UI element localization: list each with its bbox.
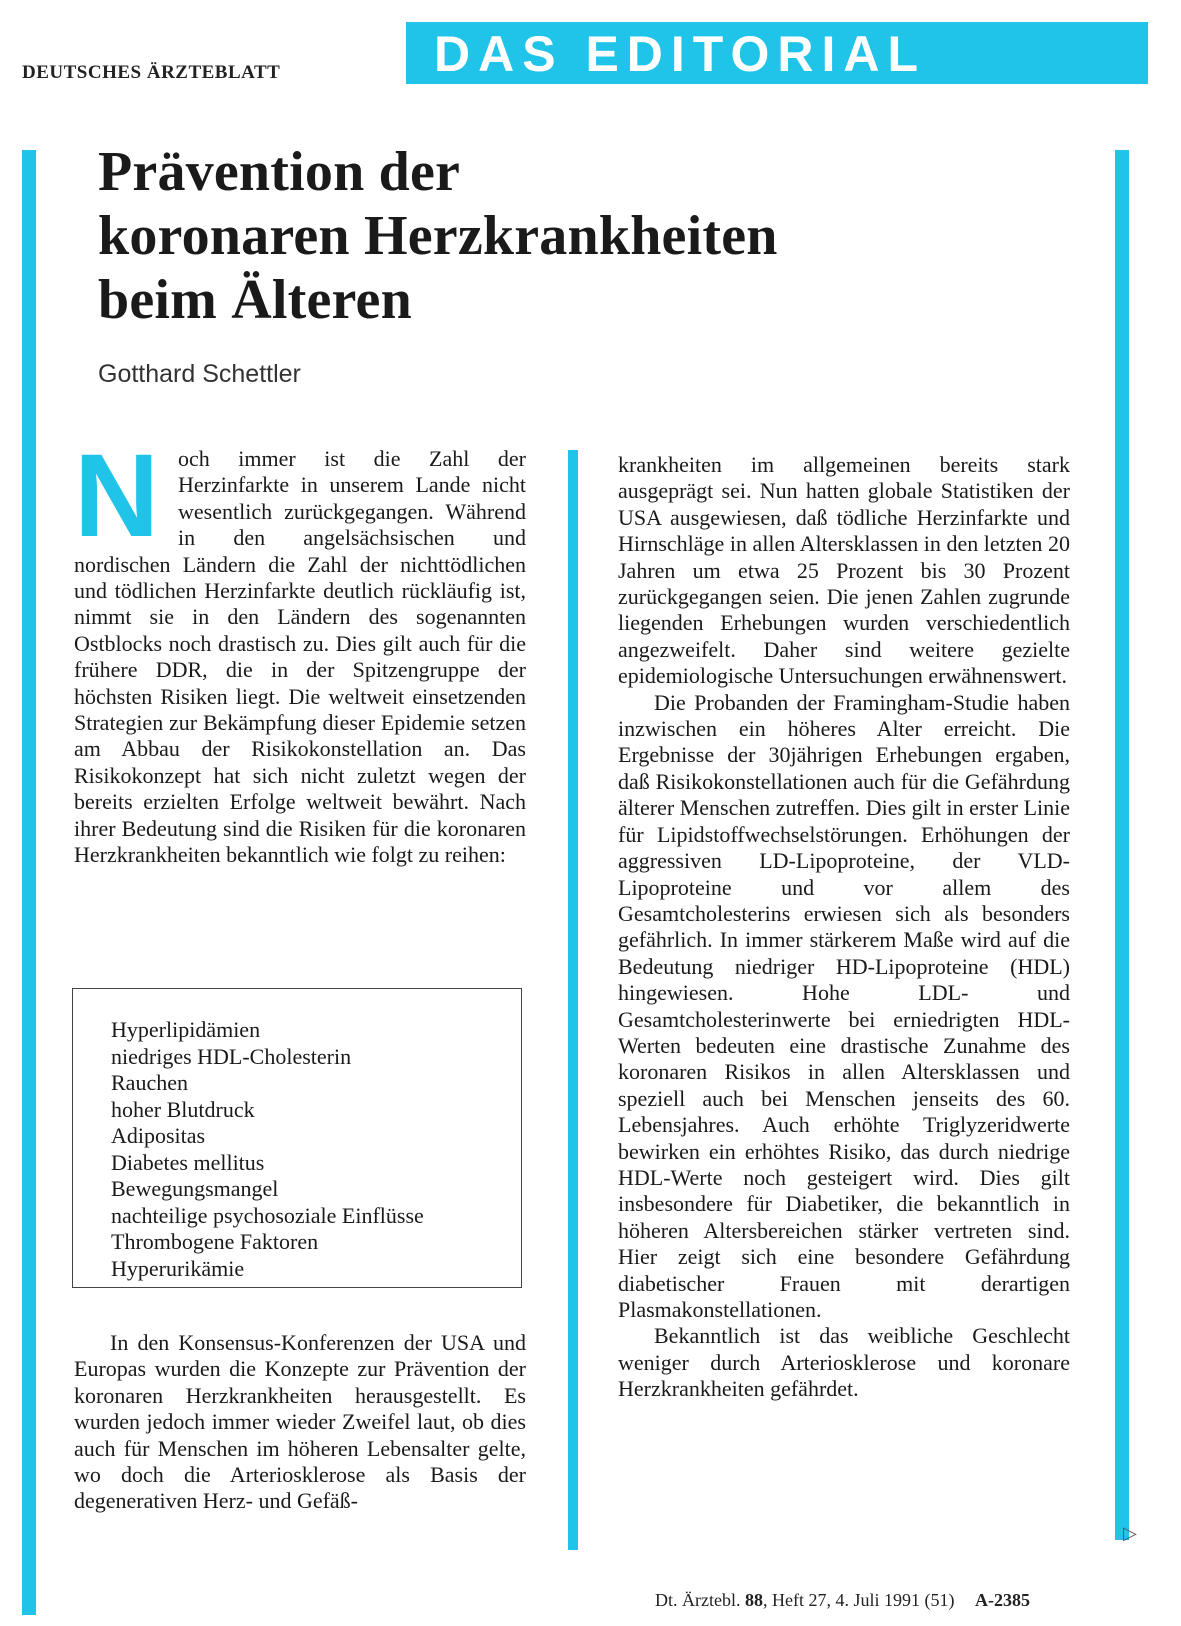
list-item: Bewegungsmangel — [111, 1176, 279, 1201]
list-item: Hyperurikämie — [111, 1255, 245, 1281]
page-footer — [655, 1590, 1030, 1611]
list-item: niedriges HDL-Cholesterin — [111, 1043, 352, 1069]
list-item: Rauchen — [111, 1070, 188, 1095]
footer-page-number: A-2385 — [974, 1590, 1030, 1610]
risk-factor-box — [72, 988, 522, 1288]
dropcap: N — [74, 430, 160, 562]
continue-arrow-icon: ▷ — [1123, 1523, 1137, 1544]
section-banner-label: DAS EDITORIAL — [434, 26, 926, 82]
list-item: Adipositas — [111, 1123, 206, 1148]
right-column — [618, 452, 1070, 1403]
list-item: Thrombogene Faktoren — [111, 1229, 319, 1254]
left-column-continued — [74, 1330, 526, 1515]
list-item: Diabetes mellitus — [111, 1149, 265, 1175]
list-item: Hyperlipidämien — [111, 1017, 261, 1042]
accent-bar-right — [1115, 150, 1129, 1540]
footer-issue-date: , Heft 27, 4. Juli 1991 (51) — [762, 1590, 955, 1610]
paragraph: och immer ist die Zahl der Herzinfarkte in unserem Lande nicht wesentlich zurückgegangen. Während in den angelsächsischen und nordischen Ländern die Zahl der nichttödlichen und tödlichen Herzinfarkte deutlich rückläufig ist, nimmt sie in den Ländern des sogenannten Ostblocks noch drastisch zu. Dies gilt auch für die frühere DDR, die in der Spitzengruppe der höchsten Risiken liegt. Die weltweit einsetzenden Strategien zur Bekämpfung dieser Epidemie setzen am Abbau der Risikokonstellation an. Das Risikokonzept hat sich nicht zuletzt wegen der bereits erzielten Erfolge weltweit bewährt. Nach ihrer Bedeutung sind die Risiken für die koronaren Herzkrankheiten bekanntlich wie folgt zu reihen: — [74, 446, 526, 868]
accent-bar-column-divider — [568, 450, 578, 1550]
paragraph: krankheiten im allgemeinen bereits stark ausgeprägt sei. Nun hatten globale Statistiken der USA ausgewiesen, daß tödliche Herzinfarkte und Hirnschläge in allen Altersklassen in den letzten 20 Jahren um etwa 25 Prozent bis 30 Prozent zurückgegangen seien. Die jenen Zahlen zugrunde liegenden Erhebungen wurden verschiedentlich angezweifelt. Daher sind weitere gezielte epidemiologische Untersuchungen erwähnenswert. — [618, 452, 1070, 689]
left-column — [74, 430, 526, 869]
title-line: beim Älteren — [98, 269, 412, 331]
accent-bar-left — [22, 150, 36, 1615]
paragraph: Die Probanden der Framingham-Studie haben inzwischen ein höheres Alter erreicht. Die Ergebnisse der 30jährigen Erhebungen ergaben, daß Risikokonstellationen auch für die Gefährdung älterer Menschen zutreffen. Dies gilt in erster Linie für Lipidstoffwechselstörungen. Erhöhungen der aggressiven LD-Lipoproteine, der VLD-Lipoproteine und vor allem des Gesamtcholesterins erwiesen sich als besonders gefährlich. In immer stärkerem Maße wird auf die Bedeutung niedriger HD-Lipoproteine (HDL) hingewiesen. Hohe LDL- und Gesamtcholesterinwerte bei erniedrigten HDL-Werten bedeuten eine drastische Zunahme des koronaren Risikos in allen Altersklassen und speziell auch bei Menschen jenseits des 60. Lebensjahres. Auch erhöhte Triglyzeridwerte bewirken ein erhöhtes Risiko, das durch niedrige HDL-Werte noch gesteigert wird. Dies gilt insbesondere für Diabetiker, die bekanntlich in höheren Altersbereichen stärker vertreten sind. Hier zeigt sich eine besondere Gefährdung diabetischer Frauen mit derartigen Plasmakonstellationen. — [618, 689, 1070, 1322]
list-item: nachteilige psychosoziale Einflüsse — [111, 1202, 424, 1228]
paragraph: Bekanntlich ist das weibliche Geschlecht weniger durch Arteriosklerose und koronare Herzkrankheiten gefährdet. — [618, 1323, 1070, 1402]
article-title — [98, 140, 1058, 332]
section-banner — [406, 22, 1148, 84]
title-line: Prävention der — [98, 141, 461, 203]
author-name: Gotthard Schettler — [98, 360, 301, 388]
masthead: DEUTSCHES ÄRZTEBLATT — [22, 62, 281, 83]
risk-factor-list — [111, 1017, 521, 1282]
title-line: koronaren Herzkrankheiten — [98, 205, 778, 267]
list-item: hoher Blutdruck — [111, 1096, 255, 1122]
footer-volume: 88 — [744, 1590, 763, 1610]
footer-journal: Dt. Ärztebl. — [655, 1590, 741, 1610]
paragraph: In den Konsensus-Konferenzen der USA und Europas wurden die Konzepte zur Prävention der koronaren Herzkrankheiten herausgestellt. Es wurden jedoch immer wieder Zweifel laut, ob dies auch für Menschen im höheren Lebensalter gelte, wo doch die Arteriosklerose als Basis der degenerativen Herz- und Gefäß- — [74, 1330, 526, 1514]
